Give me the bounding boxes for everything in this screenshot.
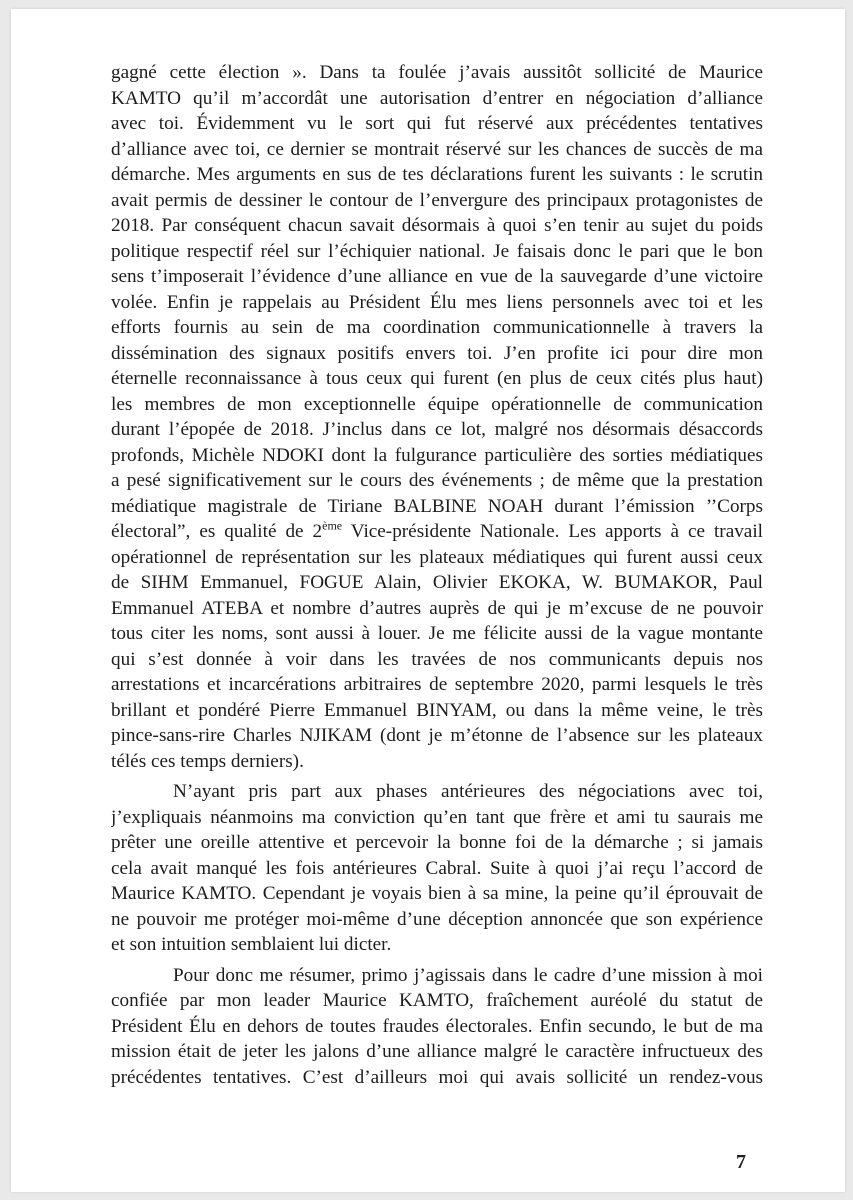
text-line: N’ayant pris part aux phases antérieures des négociations avec toi, [173,781,763,802]
paragraph [111,60,763,774]
text-line: les membres de mon exceptionnelle équipe opérationnelle de communication [111,393,763,415]
text-line: volée. Enfin je rappelais au Président Élu mes liens personnels avec toi et les [111,291,763,313]
text-line: politique respectif réel sur l’échiquier national. Je faisais donc le pari que le bon [111,240,763,262]
text-line: sens t’imposerait l’évidence d’une alliance en vue de la sauvegarde d’une victoire [111,266,763,287]
text-line: dissémination des signaux positifs envers toi. J’en profite ici pour dire mon [111,342,763,364]
paragraph [111,963,763,1091]
text-line: d’alliance avec toi, ce dernier se montrait réservé sur les chances de succès de ma [111,138,763,160]
text-line: précédentes tentatives. C’est d’ailleurs moi qui avais sollicité un rendez-vous [111,1066,763,1088]
text-line: durant l’épopée de 2018. J’inclus dans ce lot, malgré nos désormais désaccords [111,419,763,440]
text-line: avec toi. Évidemment vu le sort qui fut réservé aux précédentes tentatives [111,113,763,134]
text-line: gagné cette élection ». Dans ta foulée j’avais aussitôt sollicité de Maurice [111,62,763,83]
text-line: arrestations et incarcérations arbitraires de septembre 2020, parmi lesquels le très [111,674,763,695]
text-line: avait permis de dessiner le contour de l’envergure des principaux protagonistes de [111,189,763,211]
text-line: cela avait manqué les fois antérieures Cabral. Suite à quoi j’ai reçu l’accord de [111,857,763,879]
text-line: démarche. Mes arguments en sus de tes déclarations furent les suivants : le scrutin [111,164,763,185]
text-line: j’expliquais néanmoins ma conviction qu’en tant que frère et ami tu saurais me [111,806,763,828]
text-line: a pesé significativement sur le cours des événements ; de même que la prestation [111,470,763,491]
text-line: Pour donc me résumer, primo j’agissais dans le cadre d’une mission à moi [173,964,763,986]
body-text [111,60,763,1090]
text-line: tous citer les noms, sont aussi à louer. Je me félicite aussi de la vague montante [111,623,763,644]
text-line: Maurice KAMTO. Cependant je voyais bien à sa mine, la peine qu’il éprouvait de [111,883,763,904]
text-line: brillant et pondéré Pierre Emmanuel BINYAM, ou dans la même veine, le très [111,699,763,721]
text-line: ne pouvoir me protéger moi-même d’une déception annoncée que son expérience [111,908,763,930]
paragraph [111,779,763,958]
text-line: 2018. Par conséquent chacun savait désormais à quoi s’en tenir au sujet du poids [111,215,763,236]
text-line: Emmanuel ATEBA et nombre d’autres auprès de qui je m’excuse de ne pouvoir [111,597,763,619]
text-line: KAMTO qu’il m’accordât une autorisation d’entrer en négociation d’alliance [111,87,763,109]
text-line: Président Élu en dehors de toutes fraudes électorales. Enfin secundo, le but de ma [111,1015,763,1037]
text-line: efforts fournis au sein de ma coordination communicationnelle à travers la [111,317,763,338]
text-line: médiatique magistrale de Tiriane BALBINE NOAH durant l’émission ’’Corps [111,495,763,517]
text-line: de SIHM Emmanuel, FOGUE Alain, Olivier EKOKA, W. BUMAKOR, Paul [111,572,763,593]
page-number: 7 [736,1151,746,1173]
text-line: éternelle reconnaissance à tous ceux qui furent (en plus de ceux cités plus haut) [111,368,763,389]
text-line: mission était de jeter les jalons d’une alliance malgré le caractère infructueux des [111,1041,763,1062]
text-line: qui s’est donnée à voir dans les travées de nos communicants depuis nos [111,648,763,670]
text-line: électoral”, es qualité de 2ème Vice-présidente Nationale. Les apports à ce travail [111,519,763,542]
text-line: confiée par mon leader Maurice KAMTO, fraîchement auréolé du statut de [111,990,763,1011]
document-page [11,9,845,1192]
text-line: pince-sans-rire Charles NJIKAM (dont je m’étonne de l’absence sur les plateaux [111,725,763,746]
text-line: télés ces temps derniers). [111,750,304,772]
text-line: profonds, Michèle NDOKI dont la fulgurance particulière des sorties médiatiques [111,444,763,466]
text-line: prêter une oreille attentive et percevoir la bonne foi de la démarche ; si jamais [111,832,763,853]
text-line: et son intuition semblaient lui dicter. [111,934,392,955]
text-line: opérationnel de représentation sur les plateaux médiatiques qui furent aussi ceux [111,546,763,568]
